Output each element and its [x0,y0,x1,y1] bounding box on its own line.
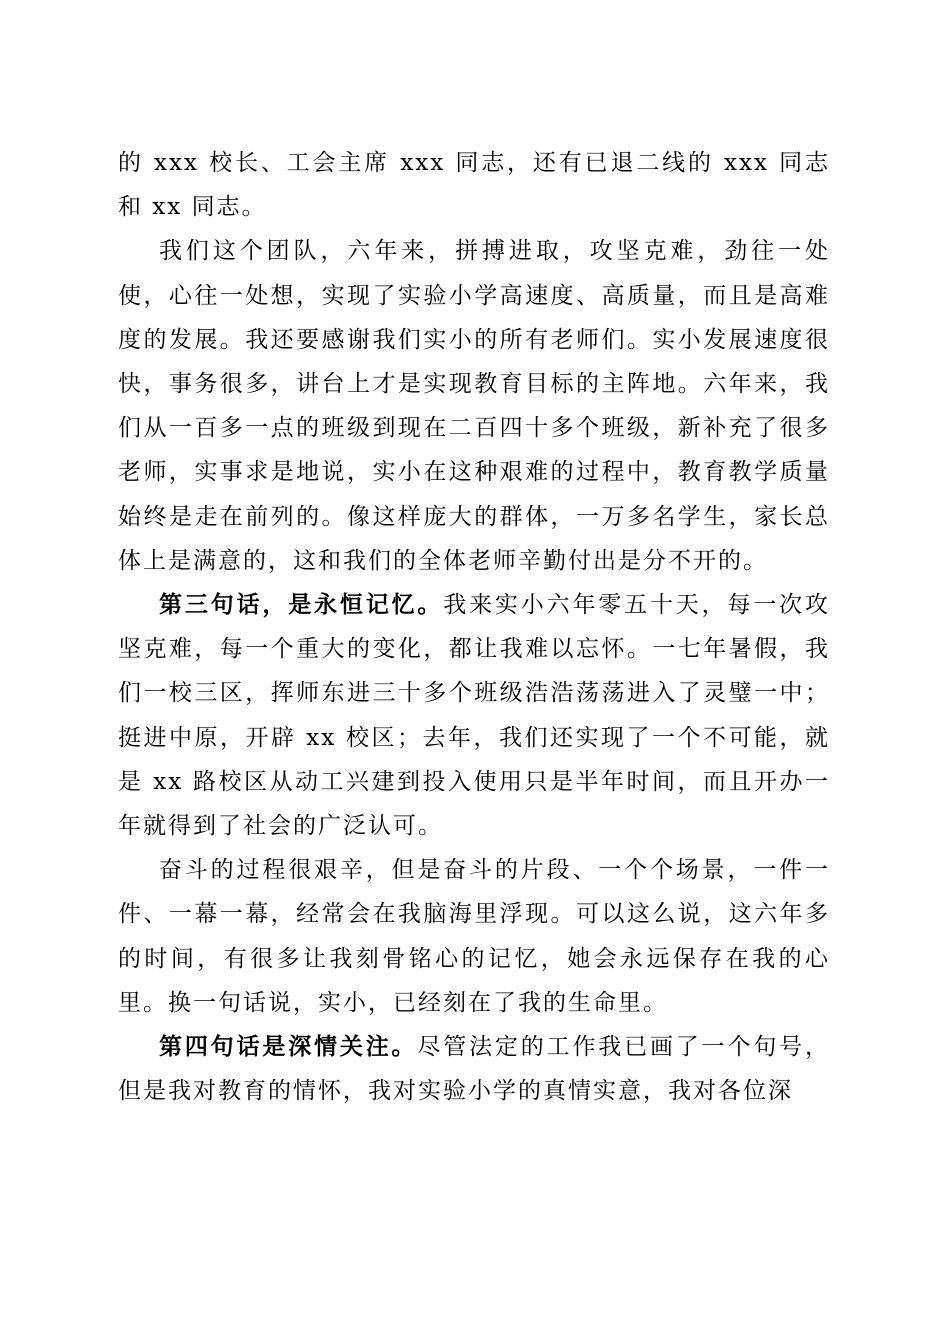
paragraph-third-point [118,583,830,848]
paragraph-lead-heading: 第三句话，是永恒记忆。 [159,591,444,619]
document-body [118,141,830,1113]
paragraph-text: 的 xxx 校长、工会主席 xxx 同志，还有已退二线的 xxx 同志和 xx 同志。 [118,150,830,221]
paragraph-fourth-point [118,1025,830,1113]
paragraph-text: 尽管法定的工作我已画了一个句号，但是我对教育的情怀，我对实验小学的真情实意，我对各位深 [118,1034,831,1105]
paragraph-lead-heading: 第四句话是深情关注。 [159,1033,418,1061]
paragraph-continuation [118,141,830,229]
paragraph-team [118,229,830,583]
paragraph-text: 我们这个团队，六年来，拼搏进取，攻坚克难，劲往一处使，心往一处想，实现了实验小学高速度、高质量，而且是高难度的发展。我还要感谢我们实小的所有老师们。实小发展速度很快，事务很多，讲台上才是实现教育目标的主阵地。六年来，我们从一百多一点的班级到现在二百四十多个班级，新补充了很多老师，实事求是地说，实小在这种艰难的过程中，教育教学质量始终是走在前列的。像这样庞大的群体，一万多名学生，家长总体上是满意的，这和我们的全体老师辛勤付出是分不开的。 [118,238,830,574]
paragraph-struggle [118,848,830,1025]
paragraph-text: 奋斗的过程很艰辛，但是奋斗的片段、一个个场景，一件一件、一幕一幕，经常会在我脑海里浮现。可以这么说，这六年多的时间，有很多让我刻骨铭心的记忆，她会永远保存在我的心里。换一句话说，实小，已经刻在了我的生命里。 [118,857,830,1016]
paragraph-text: 我来实小六年零五十天，每一次攻坚克难，每一个重大的变化，都让我难以忘怀。一七年暑假，我们一校三区，挥师东进三十多个班级浩浩荡荡进入了灵璧一中；挺进中原，开辟 xx 校区；去年，我们还实现了一个不可能，就是 xx 路校区从动工兴建到投入使用只是半年时间，而且开办一年就得到了社会的广泛认可。 [118,592,831,840]
